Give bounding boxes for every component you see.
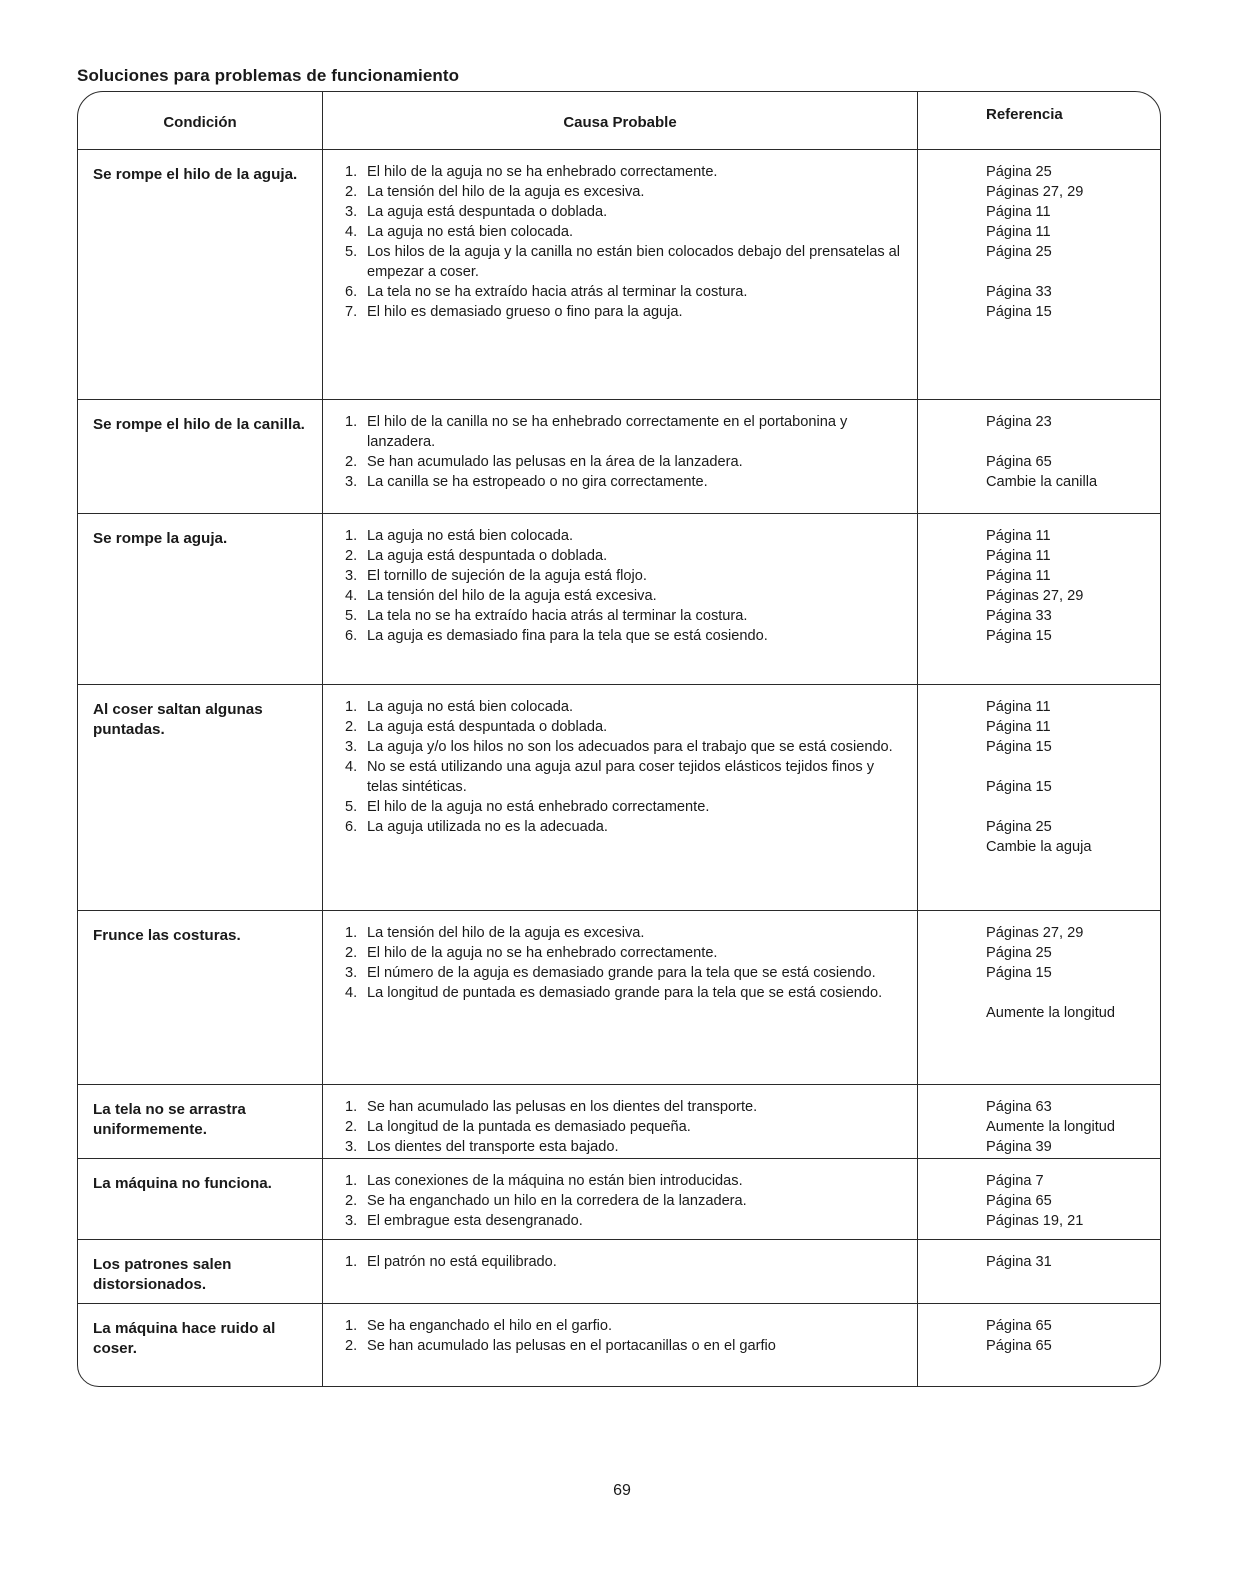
troubleshooting-table [77,91,1161,1387]
reference-line: Página 65 [986,454,1052,470]
cause-text: El hilo de la aguja no está enhebrado correctamente. [367,799,710,815]
list-item [345,182,907,202]
cause-list [345,697,907,837]
reference-line: Página 15 [986,304,1052,320]
cause-number: 1. [345,1318,358,1334]
condition-cell: Se rompe el hilo de la canilla. [93,416,305,433]
reference-line: Página 15 [986,779,1052,795]
list-item [345,566,907,586]
reference-line [986,757,1160,777]
reference-line: Página 11 [986,204,1051,220]
reference-line: Cambie la canilla [986,474,1098,490]
cause-text: La tensión del hilo de la aguja es excesiva. [367,925,645,941]
table-row [78,685,1160,911]
cause-number: 1. [345,925,358,941]
cause-list [345,1252,907,1272]
cause-text: La aguja está despuntada o doblada. [367,719,608,735]
table-body [78,150,1160,1387]
condition-cell: La máquina hace ruido al coser. [93,1320,276,1357]
list-item [345,717,907,737]
cause-text: La aguja no está bien colocada. [367,528,574,544]
cause-number: 4. [345,759,358,775]
reference-line: Página 11 [986,528,1051,544]
cause-number: 6. [345,628,358,644]
cause-text: Las conexiones de la máquina no están bien introducidas. [367,1173,743,1189]
cause-text: La tela no se ha extraído hacia atrás al terminar la costura. [367,608,748,624]
cause-number: 3. [345,739,358,755]
cause-number: 1. [345,1173,358,1189]
header-condition: Condición [163,114,237,131]
cause-cell [322,1304,917,1387]
cause-number: 2. [345,548,358,564]
list-item [345,1316,907,1336]
cause-number: 5. [345,244,358,260]
reference-line: Cambie la aguja [986,839,1092,855]
cause-list [345,412,907,492]
reference-line: Página 11 [986,548,1051,564]
page-title: Soluciones para problemas de funcionamiento [77,66,460,85]
list-item [345,757,907,797]
cause-text: Se han acumulado las pelusas en los dientes del transporte. [367,1099,758,1115]
cause-text: El tornillo de sujeción de la aguja está flojo. [367,568,647,584]
cause-text: El hilo de la canilla no se ha enhebrado correctamente en el portabonina y lanzadera. [367,414,848,450]
reference-line [986,432,1160,452]
list-item [345,943,907,963]
cause-number: 1. [345,164,358,180]
cause-number: 2. [345,454,358,470]
list-item [345,983,907,1003]
list-item [345,1137,907,1157]
list-item [345,526,907,546]
cause-number: 2. [345,1119,358,1135]
cause-list [345,1097,907,1157]
cause-text: Se han acumulado las pelusas en el portacanillas o en el garfio [367,1338,776,1354]
cause-list [345,1171,907,1231]
reference-line: Página 33 [986,284,1052,300]
cause-number: 3. [345,204,358,220]
list-item [345,606,907,626]
cause-text: La aguja está despuntada o doblada. [367,204,608,220]
list-item [345,546,907,566]
cause-text: Los dientes del transporte esta bajado. [367,1139,619,1155]
list-item [345,923,907,943]
condition-cell: Frunce las costuras. [93,927,241,944]
cause-number: 3. [345,474,358,490]
list-item [345,472,907,492]
cause-text: El hilo es demasiado grueso o fino para la aguja. [367,304,683,320]
reference-line: Página 31 [986,1254,1052,1270]
cause-text: El hilo de la aguja no se ha enhebrado correctamente. [367,945,718,961]
cause-cell [322,685,917,910]
cause-text: La longitud de puntada es demasiado grande para la tela que se está cosiendo. [367,985,883,1001]
cause-text: La tela no se ha extraído hacia atrás al terminar la costura. [367,284,748,300]
reference-line: Página 25 [986,244,1052,260]
list-item [345,1211,907,1231]
reference-line [986,262,1160,282]
cause-number: 4. [345,588,358,604]
cause-cell [322,150,917,399]
cause-number: 1. [345,1254,358,1270]
list-item [345,162,907,182]
reference-line: Página 25 [986,945,1052,961]
cause-cell [322,1240,917,1303]
cause-number: 3. [345,965,358,981]
list-item [345,1097,907,1117]
cause-number: 7. [345,304,358,320]
reference-cell [917,685,1160,910]
cause-number: 6. [345,284,358,300]
cause-number: 3. [345,1139,358,1155]
reference-cell [917,400,1160,513]
reference-line: Página 33 [986,608,1052,624]
cause-text: La aguja utilizada no es la adecuada. [367,819,608,835]
list-item [345,963,907,983]
cause-cell [322,911,917,1084]
reference-line: Página 63 [986,1099,1052,1115]
reference-cell [917,150,1160,399]
cause-number: 2. [345,719,358,735]
reference-cell [917,1304,1160,1387]
cause-list [345,162,907,322]
cause-cell [322,514,917,684]
table-row [78,1240,1160,1304]
reference-line: Página 15 [986,739,1052,755]
cause-number: 2. [345,1338,358,1354]
cause-text: Se ha enganchado el hilo en el garfio. [367,1318,613,1334]
reference-line: Página 11 [986,224,1051,240]
cause-text: Se ha enganchado un hilo en la corredera de la lanzadera. [367,1193,747,1209]
list-item [345,222,907,242]
cause-list [345,923,907,1003]
reference-line: Página 65 [986,1193,1052,1209]
reference-cell [917,1085,1160,1158]
cause-text: La aguja es demasiado fina para la tela que se está cosiendo. [367,628,768,644]
cause-number: 3. [345,568,358,584]
table-row [78,150,1160,400]
reference-line: Aumente la longitud [986,1119,1115,1135]
reference-line: Páginas 19, 21 [986,1213,1084,1229]
reference-line: Página 65 [986,1318,1052,1334]
table-row [78,514,1160,685]
reference-cell [917,911,1160,1084]
cause-number: 1. [345,528,358,544]
reference-line: Páginas 27, 29 [986,925,1084,941]
condition-cell: Al coser saltan algunas puntadas. [93,701,263,738]
list-item [345,412,907,452]
list-item [345,797,907,817]
condition-cell: Se rompe el hilo de la aguja. [93,166,298,183]
reference-cell [917,1159,1160,1239]
cause-number: 5. [345,799,358,815]
table-row [78,400,1160,514]
table-row [78,1304,1160,1387]
reference-cell [917,514,1160,684]
cause-text: El hilo de la aguja no se ha enhebrado correctamente. [367,164,718,180]
cause-text: La aguja no está bien colocada. [367,224,574,240]
cause-text: El número de la aguja es demasiado grande para la tela que se está cosiendo. [367,965,876,981]
list-item [345,586,907,606]
cause-text: La aguja está despuntada o doblada. [367,548,608,564]
list-item [345,737,907,757]
list-item [345,302,907,322]
reference-line: Página 25 [986,819,1052,835]
header-reference: Referencia [917,92,1160,149]
list-item [345,1117,907,1137]
reference-line [986,983,1160,1003]
cause-list [345,526,907,646]
cause-text: El embrague esta desengranado. [367,1213,583,1229]
reference-line: Aumente la longitud [986,1005,1115,1021]
cause-number: 4. [345,985,358,1001]
cause-number: 6. [345,819,358,835]
reference-line: Página 39 [986,1139,1052,1155]
cause-text: El patrón no está equilibrado. [367,1254,557,1270]
page-number: 69 [613,1482,631,1499]
cause-text: La tensión del hilo de la aguja está excesiva. [367,588,657,604]
cause-cell [322,1159,917,1239]
cause-text: No se está utilizando una aguja azul para coser tejidos elásticos tejidos finos y telas sintéticas. [367,759,875,795]
cause-cell [322,1085,917,1158]
cause-text: Los hilos de la aguja y la canilla no están bien colocados debajo del prensatelas al empezar a coser. [367,244,901,280]
cause-number: 3. [345,1213,358,1229]
reference-line: Página 25 [986,164,1052,180]
table-row [78,1085,1160,1159]
cause-text: La canilla se ha estropeado o no gira correctamente. [367,474,708,490]
list-item [345,626,907,646]
table-row [78,911,1160,1085]
reference-line: Páginas 27, 29 [986,588,1084,604]
reference-line: Página 15 [986,965,1052,981]
reference-line: Página 11 [986,568,1051,584]
cause-text: La tensión del hilo de la aguja es excesiva. [367,184,645,200]
condition-cell: Se rompe la aguja. [93,530,228,547]
list-item [345,817,907,837]
cause-number: 2. [345,1193,358,1209]
header-cause: Causa Probable [322,92,917,149]
reference-line: Página 7 [986,1173,1044,1189]
list-item [345,1171,907,1191]
cause-number: 4. [345,224,358,240]
cause-number: 1. [345,1099,358,1115]
cause-number: 5. [345,608,358,624]
condition-cell: La máquina no funciona. [93,1175,272,1192]
reference-cell [917,1240,1160,1303]
reference-line [986,797,1160,817]
reference-line: Páginas 27, 29 [986,184,1084,200]
list-item [345,1252,907,1272]
list-item [345,282,907,302]
list-item [345,697,907,717]
cause-text: La aguja y/o los hilos no son los adecuados para el trabajo que se está cosiendo. [367,739,893,755]
cause-number: 1. [345,699,358,715]
condition-cell: La tela no se arrastra uniformemente. [93,1101,246,1138]
list-item [345,1336,907,1356]
reference-line: Página 15 [986,628,1052,644]
cause-list [345,1316,907,1356]
table-row [78,1159,1160,1240]
cause-text: Se han acumulado las pelusas en la área de la lanzadera. [367,454,743,470]
table-header [78,92,1160,150]
reference-line: Página 65 [986,1338,1052,1354]
list-item [345,242,907,282]
list-item [345,202,907,222]
cause-text: La aguja no está bien colocada. [367,699,574,715]
cause-number: 2. [345,945,358,961]
cause-number: 1. [345,414,358,430]
reference-line: Página 11 [986,719,1051,735]
list-item [345,1191,907,1211]
reference-line: Página 23 [986,414,1052,430]
cause-cell [322,400,917,513]
cause-number: 2. [345,184,358,200]
cause-text: La longitud de la puntada es demasiado pequeña. [367,1119,691,1135]
list-item [345,452,907,472]
condition-cell: Los patrones salen distorsionados. [93,1256,232,1293]
reference-line: Página 11 [986,699,1051,715]
